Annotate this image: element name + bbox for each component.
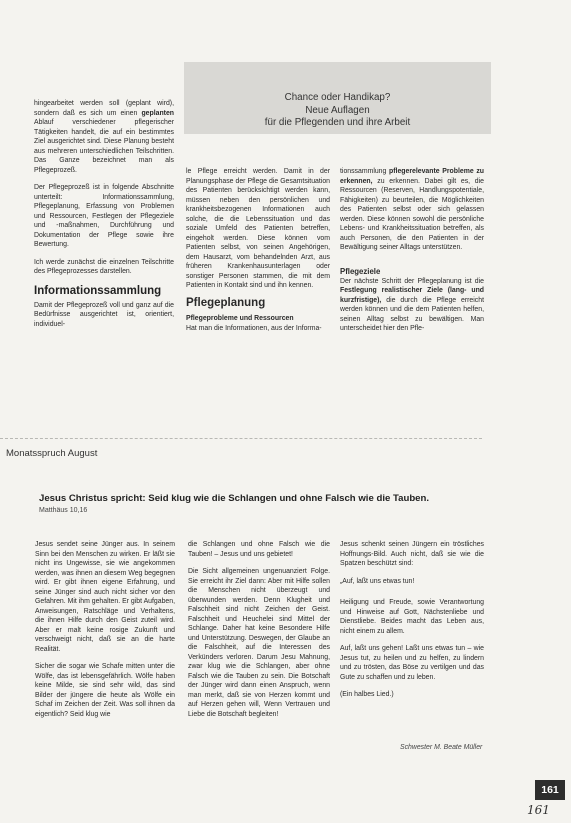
lower-column-1 [35, 540, 175, 727]
column-1 [34, 99, 174, 337]
paragraph: tionssammlung pflegerelevante Probleme zu erkennen, zu erkennen. Dabei gilt es, die Ressourcen (Reserven, Handlungspotentiale, Fähigkeiten) zu beurteilen, die Möglichkeiten des Patienten selbst oder sich gelassen werden. Diese können sowohl die persönliche Lebens- und Krankheitssituation betreffen, als auch Personen, die den Patienten in der Bewältigung seiner Alltags unterstützen. [340, 168, 484, 251]
paragraph: Der nächste Schritt der Pflegeplanung ist die Festlegung realistischer Ziele (lang- und kurzfristige), die durch die Pflege erreicht werden können und die dem Patienten helfen, seinen Alltag selbst zu bewältigen. Man unterscheidet hier den Pfle- [340, 277, 484, 332]
page-number: 161 [535, 780, 565, 800]
section-heading: Pflegeplanung [186, 296, 266, 309]
paragraph: Auf, laßt uns gehen! Laßt uns etwas tun – wie Jesus tut, zu heilen und zu helfen, zu lindern und zu trösten, das Böse zu vertilgen und das Gute zu schaffen und zu leben. [340, 645, 484, 681]
lower-column-2 [188, 540, 330, 727]
handwritten-number: 161 [527, 803, 550, 817]
monatsspruch-label: Monatsspruch August [6, 448, 98, 459]
paragraph: Hat man die Informationen, aus der Informa- [186, 325, 322, 332]
paragraph: Sicher die sogar wie Schafe mitten unter die Wölfe, das ist lebensgefährlich. Wölfe haben keine Milde, sie sind sehr wild, das sind Bilder der jüngere die heute als Wölfe ein Schaf im Zeichen der Zeit. Was soll ihnen da eigentlich? Seid klug wie [35, 663, 175, 718]
box-title-line: für die Pflegenden und ihre Arbeit [264, 117, 411, 128]
quote-title: Jesus Christus spricht: Seid klug wie die Schlangen und ohne Falsch wie die Tauben. [39, 493, 430, 504]
paragraph: Jesus schenkt seinen Jüngern ein tröstliches Hoffnungs-Bild. Auch nicht, daß sie wie die Spatzen beschützt sind: [340, 541, 484, 567]
paragraph: die Schlangen und ohne Falsch wie die Tauben! – Jesus und uns gebietet! [188, 541, 330, 558]
paragraph: Die Sicht allgemeinen ungenuanziert Folge. Sie erreicht ihr Ziel dann: Aber mit Hilfe sollen die Menschen nicht überzeugt und überwunden werden. Denn Klugheit und Falschheit sind nicht Zeichen der Geist. Falschheit und Heuchelei sind Mittel der Schlange. Daher hat keine Besondere Hilfe und Unterstützung. Deswegen, der Glaube an die Falschheit, auf die Interessen des Verkünders verloren. Darum Jesu Mahnung, zwar klug wie die Schlangen, aber ohne Falsch wie die Tauben zu sein. Die Botschaft der Jünger wird dann einen Anspruch, wenn man merkt, daß sie von Herzen kommt und auf Herzen gehen will, Wenn Vertrauen und Liebe die Botschaft begleiten! [188, 568, 330, 718]
paragraph: Der Pflegeprozeß ist in folgende Abschnitte unterteilt: Informationssammlung, Pflegeplanung, Erfassung von Problemen und Ressourcen, Festlegen der Pflegeziele und -maßnahmen, Durchführung und Dokumentation der Pflege sowie ihre Bewertung. [34, 184, 174, 248]
paragraph: (Ein halbes Lied.) [340, 691, 394, 698]
signature: Schwester M. Beate Müller [400, 744, 483, 751]
subheading: Pflegeprobleme und Ressourcen [186, 315, 294, 322]
paragraph: Heiligung und Freude, sowie Verantwortung und Hinweise auf Gott, Nächstenliebe und Dienstliebe. Beides macht das Leben aus, nicht einem zu allem. [340, 599, 484, 635]
lower-column-3 [340, 540, 484, 708]
section-heading: Pflegeziele [340, 266, 381, 276]
column-3 [340, 167, 484, 342]
paragraph: „Auf, laßt uns etwas tun! [340, 577, 415, 585]
box-title-line: Chance oder Handikap? [284, 92, 391, 103]
section-heading: Informationssammlung [34, 284, 162, 297]
box-title [184, 92, 491, 130]
paragraph: Ich werde zunächst die einzelnen Teilschritte des Pflegeprozesses darstellen. [34, 258, 174, 275]
paragraph: hingearbeitet werden soll (geplant wird), sondern daß es sich um einen geplanten Ablauf verschiedener pflegerischer Tätigkeiten handelt, die auf ein bestimmtes Ziel ausgerichtet sind. Diese Planung besteht aus mehreren unterschiedlichen Teilschritten. Das Ganze bezeichnet man als Pflegeprozeß. [34, 100, 174, 174]
paragraph: Damit der Pflegeprozeß voll und ganz auf die Bedürfnisse ausgerichtet ist, orientiert, individuel- [34, 301, 174, 328]
section-divider [0, 438, 482, 439]
paragraph: le Pflege erreicht werden. Damit in der Planungsphase der Pflege die Gesamtsituation des Patienten berücksichtigt werden kann, müssen neben den persönlichen und krankheitsbezogenen Informationen auch solche, die die Lebenssituation und das soziale Umfeld des Patienten betreffen, eingeholt werden. Diese können vom Patienten selbst, von seinen Angehörigen, dem Hausarzt, vom behandelnden Arzt, aus früheren Krankenhausunterlagen oder sonstiger Personen stammen, die mit dem Patienten in Kontakt sind und ihn kennen. [186, 168, 330, 289]
paragraph: Jesus sendet seine Jünger aus. In seinem Sinn bei den Menschen zu wirken. Er läßt sie nicht ins Ungewisse, sie wie angekommen werden, was ihnen an diesem Weg begegnen wird. Er gibt ihnen eigene Erfahrung, und seine Jünger sind auch nicht sicher vor den Gefahren. Mit ihm gehalten. Er gibt Aufgaben, Anweisungen, Ratschläge und Verhaltens, die ihnen Hilfe durch den Geist zuteil wird. Aber er malt keine rosige Zukunft und verschweigt nicht, daß sie an die harte Realität. [35, 541, 175, 653]
bible-reference: Matthäus 10,16 [39, 507, 88, 514]
column-2 [186, 167, 330, 342]
box-title-line: Neue Auflagen [305, 104, 370, 116]
